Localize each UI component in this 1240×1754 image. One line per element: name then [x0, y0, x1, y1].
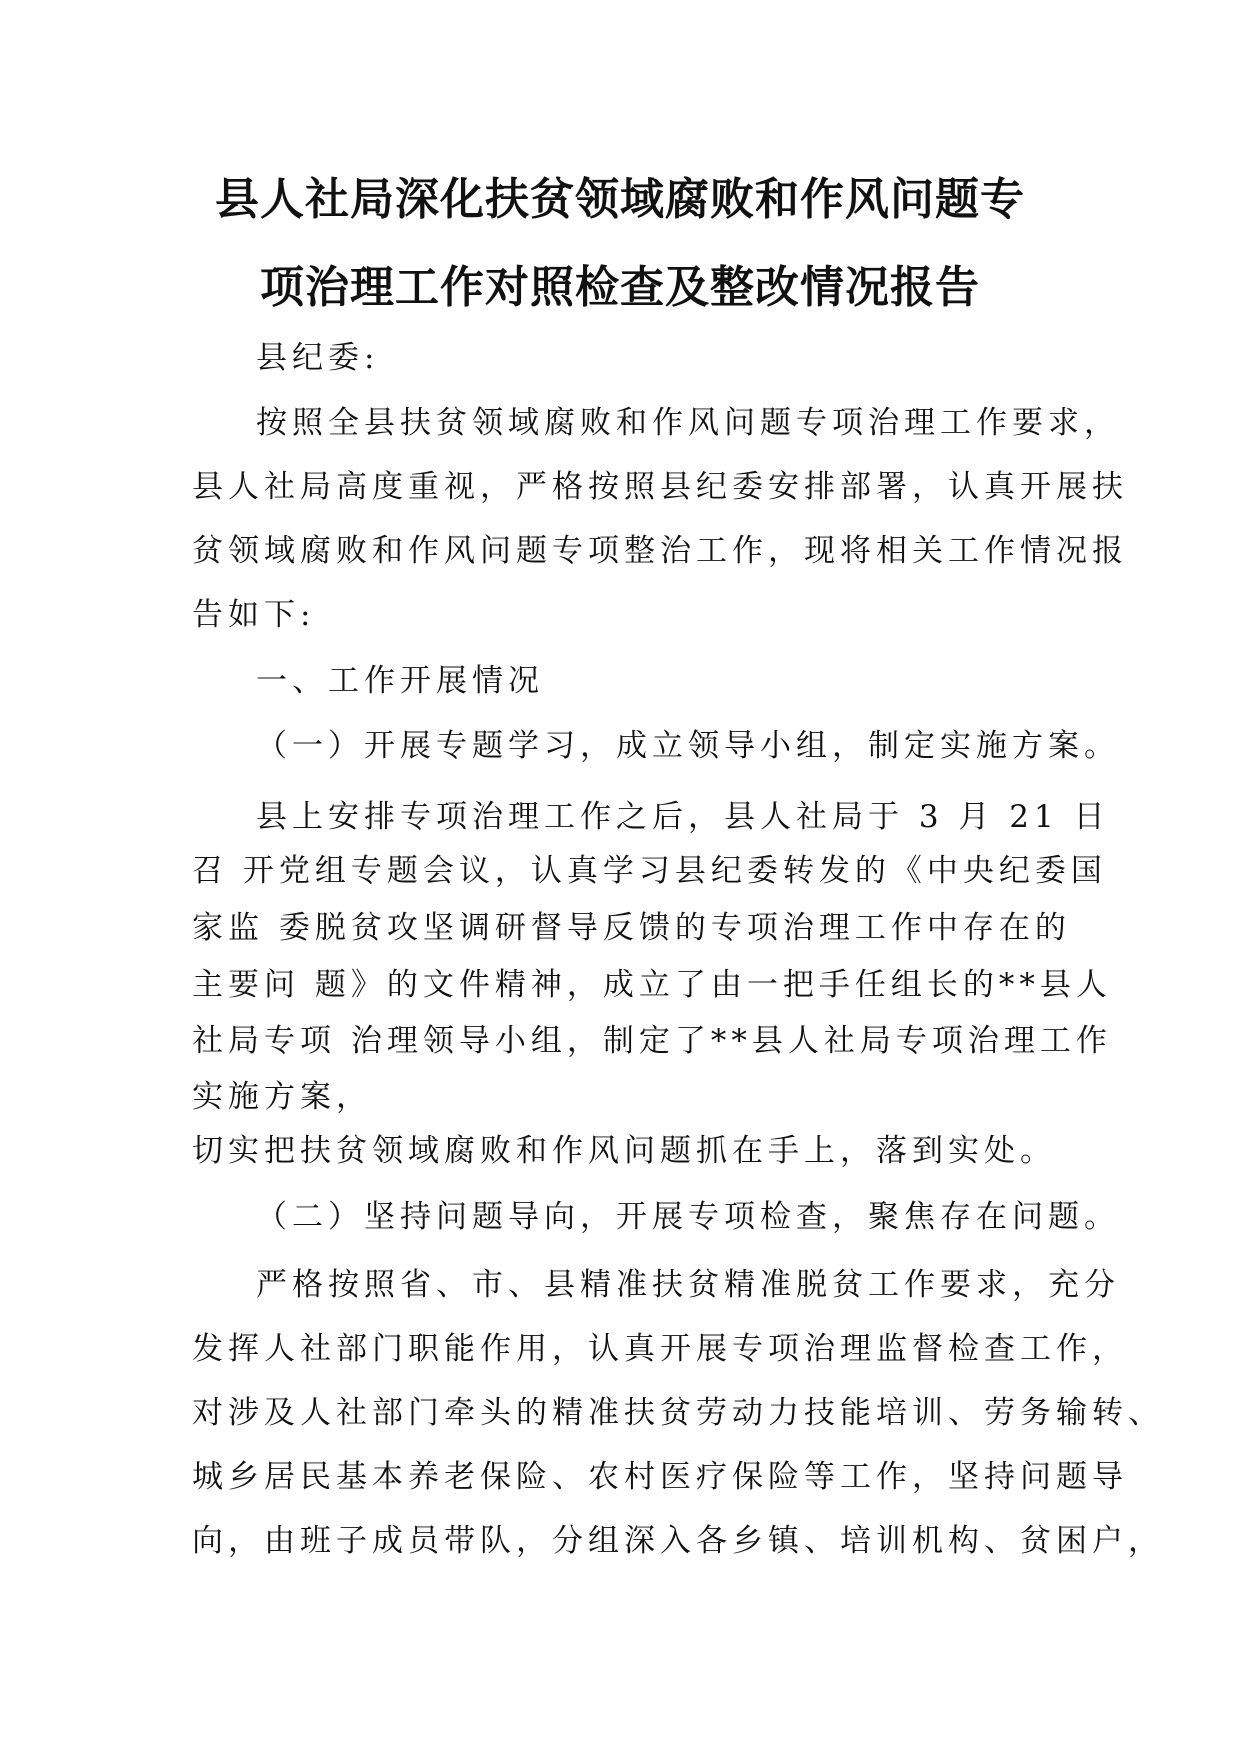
body-line: 城乡居民基本养老保险、农村医疗保险等工作，坚持问题导	[192, 1459, 1128, 1495]
body-line: 告如下:	[192, 597, 316, 633]
body-line: 严格按照省、市、县精准扶贫精准脱贫工作要求，充分	[256, 1267, 1120, 1303]
body-line: 向，由班子成员带队，分组深入各乡镇、培训机构、贫困户，	[192, 1523, 1164, 1559]
body-line: 召 开党组专题会议，认真学习县纪委转发的《中央纪委国	[192, 853, 1107, 889]
section-heading: 一、工作开展情况	[256, 663, 544, 699]
body-line: 实施方案，	[192, 1079, 372, 1115]
body-line: 对涉及人社部门牵头的精准扶贫劳动力技能培训、劳务输转、	[192, 1395, 1164, 1431]
body-line: 县人社局高度重视，严格按照县纪委安排部署，认真开展扶	[192, 469, 1128, 505]
document-title-line-2: 项治理工作对照检查及整改情况报告	[260, 262, 980, 313]
subsection-heading: （一）开展专题学习，成立领导小组，制定实施方案。	[256, 728, 1120, 764]
body-line: 主要问 题》的文件精神，成立了由一把手任组长的**县人	[192, 967, 1112, 1003]
body-line: 县上安排专项治理工作之后，县人社局于 3 月 21 日	[256, 799, 1110, 835]
body-line: 贫领域腐败和作风问题专项整治工作，现将相关工作情况报	[192, 533, 1128, 569]
body-line: 社局专项 治理领导小组，制定了**县人社局专项治理工作	[192, 1023, 1112, 1059]
body-line: 发挥人社部门职能作用，认真开展专项治理监督检查工作，	[192, 1331, 1128, 1367]
document-title-line-1: 县人社局深化扶贫领域腐败和作风问题专	[215, 174, 1025, 225]
subsection-heading: （二）坚持问题导向，开展专项检查，聚焦存在问题。	[256, 1199, 1120, 1235]
body-line: 家监 委脱贫攻坚调研督导反馈的专项治理工作中存在的	[192, 910, 1071, 946]
salutation: 县纪委:	[256, 340, 380, 376]
body-line: 切实把扶贫领域腐败和作风问题抓在手上，落到实处。	[192, 1133, 1056, 1169]
body-line: 按照全县扶贫领域腐败和作风问题专项治理工作要求，	[256, 405, 1120, 441]
